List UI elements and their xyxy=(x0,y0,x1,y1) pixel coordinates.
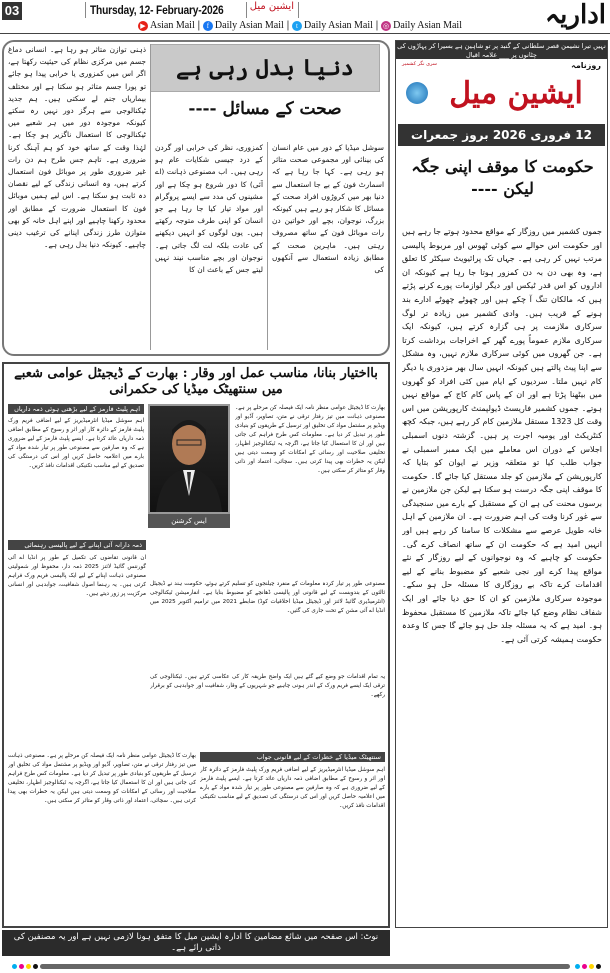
editorial-body: جموں کشمیر میں روزگار کے مواقع محدود ہوتے جا رہے ہیں اور حکومت اس حوالے سے کوئی ٹھوس اور مربوط پالیسی مرتب نہیں کر رہی ہے۔ جہاں تک پرائیویٹ سیکٹر کا تعلق ہے، وہ بھی دن بہ دن کمزور ہوتا جا رہا ہے کیونکہ ان اداروں کو اس قدر ٹیکس اور دیگر لوازمات پورے کرنے پڑتے ہیں کہ مالکان تنگ آ چکے ہیں اور چھوٹے چھوٹے ادارے بند ہونے کے قریب ہیں۔ وادی کشمیر میں زیادہ تر لوگ سرکاری ملازمت پر ہی گزارہ کرتے ہیں، کیونکہ ایک سرکاری ملازم عموماً پورے گھر کے اخراجات برداشت کرتا ہے۔ جن گھروں میں کوئی سرکاری ملازم نہیں، وہ مشکل سے اپنا پیٹ پالتے ہیں کیونکہ انہیں سال بھر مزدوری یا دیگر کام نہیں ملتا۔ سردیوں کے ایام میں کئی افراد کو گھروں میں بیٹھنا پڑتا ہے اور ان کے پاس کام کاج کے مواقع نہیں ہوتے۔ جموں کشمیر فاریسٹ ڈیولپمنٹ کارپوریشن میں اس وقت کل 1323 مستقل ملازمین کام کر رہے ہیں، جبکہ کچھ کنٹریکٹ اور یومیہ اجرت پر ہیں۔ گزشتہ دنوں اسمبلی اجلاس کے دوران اس معاملے میں ایک ممبر اسمبلی نے جواب طلب کیا تو متعلقہ وزیر نے ایوان کو بتایا کہ کارپوریشن کے ملازمین کو جلد مستقل کیا جائے گا۔ حکومت کا موقف اپنی جگہ درست ہو سکتا ہے لیکن جن ملازمین نے برسوں محنت کی ہے ان کے مستقبل کے بارے میں سنجیدگی سے غور کرنا وقت کی اہم ضرورت ہے۔ ان ملازمین کے اہل خانہ طویل عرصے سے مشکلات کا سامنا کر رہے ہیں اور انہیں امید ہے کہ حکومت ان کے ساتھ انصاف کرے گی۔ حکومت کو چاہیے کہ وہ نوجوانوں کے لیے روزگار کے نئے مواقع پیدا کرے اور نجی شعبے کو مضبوط بنانے کے لیے اقدامات کرے تاکہ بے روزگاری کا مسئلہ حل ہو سکے۔ موجودہ سرکاری ملازمین کو ان کا حق دیا جائے اور ایک شفاف نظام وضع کیا جائے تاکہ ملازمین کا مستقبل محفوظ ہو۔ امید ہے کہ یہ مسئلہ جلد حل ہو جائے گا جس کا وعدہ حکومت ہمیشہ کرتی آئی ہے۔ xyxy=(402,227,602,644)
column-subtitle: صحت کے مسائل ---- xyxy=(188,99,342,119)
iqbal-quote: نہیں تیرا نشیمن قصر سلطانی کے گنبد پر تو شاہین ہے بسیرا کر پہاڑوں کی چٹانوں پر ___ علامہ اقبال xyxy=(397,42,606,59)
youtube-icon: ▶ xyxy=(138,21,148,31)
disclaimer-note: نوٹ: اس صفحہ میں شائع مضامین کا ادارہ ایشین میل کا متفق ہونا لازمی نہیں ہے اور یہ مصنفین کی ذاتی رائے ہے۔ xyxy=(2,930,390,956)
photo-caption: ایس کرشنن xyxy=(148,514,230,528)
article-paragraph: یہ تمام اقدامات جو وضع کیے گئے ہیں ایک واضح طریقہ کار کی عکاسی کرتے ہیں۔ ٹیکنالوجی کی ترقی ایک ایسے فریم ورک کے اندر ہونی چاہیے جو شہریوں کے وقار، شفافیت اور جوابدہی کو برقرار رکھے۔ xyxy=(150,674,385,698)
divider xyxy=(298,2,299,18)
registration-bar xyxy=(40,964,570,969)
divider xyxy=(85,2,86,18)
social-twitter[interactable]: t Daily Asian Mail xyxy=(292,20,373,31)
masthead-title: ایشین میل xyxy=(449,76,583,111)
cmyk-dot xyxy=(26,964,31,969)
column-title: دنیا بدل رہی ہے xyxy=(150,44,380,92)
cmyk-dot xyxy=(582,964,587,969)
header-logo: ایشین میل xyxy=(249,1,294,12)
article-paragraph: اہم سوشل میڈیا انٹرمیڈیریز کے لیے اضافی فریم ورک پلیٹ فارمز کے دائرہ کار اور اثر و رسوخ کے مطابق اضافی ذمہ داریاں عائد کرتا ہے۔ ایسے پلیٹ فارمز کے لیے ضروری ہے کہ وہ صارفین سے مصنوعی طور پر تیار شدہ مواد کے بارے میں اعلامیہ حاصل کریں اور اس کی درستگی کی تصدیق کے لیے مناسب تکنیکی اقدامات نافذ کریں۔ xyxy=(200,767,385,809)
article-headline: بااختیار بنانا، مناسب عمل اور وقار : بھارت کے ڈیجیٹل عوامی شعبے میں سنتھیٹک میڈیا کی حکمرانی xyxy=(14,366,378,397)
divider xyxy=(150,44,151,350)
column-text-right: سوشل میڈیا کے دور میں عام انسان کی بینائی اور مجموعی صحت متاثر ہو رہی ہے۔ کہا جا رہا ہے کہ اسمارٹ فون کے بے جا استعمال سے دنیا بھر میں کروڑوں افراد صحت کے مسائل کا شکار ہو رہے ہیں کیونکہ بزرگ، نوجوان، بچے اور خواتین دن رات موبائل فون کے ساتھ مصروف رہتی ہیں۔ ماہرین صحت کے مطابق زیادہ استعمال سے آنکھوں کی xyxy=(272,143,384,275)
facebook-icon: f xyxy=(203,21,213,31)
article-paragraph: اہم سوشل میڈیا انٹرمیڈیریز کے لیے اضافی فریم ورک پلیٹ فارمز کے دائرہ کار اور اثر و رسوخ کے مطابق اضافی ذمہ داریاں عائد کرتا ہے۔ ایسے پلیٹ فارمز کے لیے ضروری ہے کہ وہ صارفین سے مصنوعی طور پر تیار شدہ مواد کے بارے میں اعلامیہ حاصل کریں اور اس کی درستگی کی تصدیق کے لیے مناسب تکنیکی اقدامات نافذ کریں۔ xyxy=(8,418,144,469)
editorial-headline: حکومت کا موقف اپنی جگہ لیکن ---- xyxy=(411,157,594,198)
cmyk-dot xyxy=(596,964,601,969)
masthead-logo xyxy=(396,60,607,122)
article-subhead: سنتھیٹک میڈیا کے خطرات کے لیے قانونی جواب xyxy=(200,752,385,762)
twitter-icon: t xyxy=(292,21,302,31)
section-title: اداریہ xyxy=(544,0,606,30)
cmyk-dot xyxy=(575,964,580,969)
editorial-date: 12 فروری 2026 بروز جمعرات xyxy=(398,124,605,146)
page-number: 03 xyxy=(2,2,22,20)
cmyk-dot xyxy=(33,964,38,969)
divider xyxy=(246,2,247,18)
social-facebook[interactable]: f Daily Asian Mail xyxy=(203,20,284,31)
author-photo xyxy=(148,404,230,514)
article-subhead: اہم پلیٹ فارمز کے لیے بڑھتی ہوئی ذمہ داریاں xyxy=(8,404,144,414)
globe-icon xyxy=(406,82,428,104)
column-text-left: ذہنی توازن متاثر ہو رہا ہے۔ انسانی دماغ جسم میں مرکزی نظام کی حیثیت رکھتا ہے، اگر اس میں کمزوری یا خرابی پیدا ہو جائے تو پورا جسم متاثر ہو سکتا ہے اور مختلف بیماریاں جنم لے سکتی ہیں۔ ہم جدید ٹیکنالوجی سے ہرگز دور نہیں رہ سکتے کیونکہ موجودہ دور میں ہر شعبے میں ٹیکنالوجی کا استعمال ناگزیر ہو چکا ہے۔ لہٰذا وقت کے ساتھ خود کو ہم آہنگ کرنا ضروری ہے۔ تاہم جس طرح ہم دن رات غیر ضروری طور پر موبائل فون استعمال کرتے ہیں، وہ انسانی زندگی کے لیے نقصان دہ ثابت ہو سکتا ہے۔ اس لیے ہمیں موبائل فون کا استعمال ضرورت کے مطابق اور محدود رکھنا چاہیے اور اپنے اہل خانہ کو بھی متوازن طرز زندگی اپنانے کی ترغیب دینی چاہیے۔ کیونکہ دنیا بدل رہی ہے۔ xyxy=(8,45,146,250)
issue-date: Thursday, 12- February-2026 xyxy=(90,3,224,17)
social-links: ▶ Asian Mail | f Daily Asian Mail | t Daily Asian Mail | ◎ Daily Asian Mail xyxy=(138,20,462,31)
cmyk-dot xyxy=(589,964,594,969)
instagram-icon: ◎ xyxy=(383,22,390,30)
cmyk-dot xyxy=(19,964,24,969)
article-paragraph: مصنوعی طور پر تیار کردہ معلومات کے منفرد چیلنجوں کو تسلیم کرتے ہوئے، حکومت ہند نے ڈیجیٹل ثالثوں کے بندوبست کے لیے قانونی اور پالیسی ڈھانچے کو مضبوط بنایا ہے۔ انفارمیشن ٹیکنالوجی (انٹرمیڈیری گائیڈ لائنز اور ڈیجیٹل میڈیا اخلاقیات کوڈ) ضابطے 2021 میں ترامیم اکتوبر 2025 میں انڈیا اے آئی مشن کے تحت جاری کی گئیں۔ xyxy=(150,581,385,614)
article-subhead: ذمہ دارانہ آئی اپنانے کے لیے پالیسی رہنمائی xyxy=(8,540,146,550)
masthead-small: روزنامہ xyxy=(571,61,601,70)
column-text-middle: کمزوری، نظر کی خرابی اور گردن کے درد جیسی شکایات عام ہو رہی ہیں۔ اب مصنوعی ذہانت (اے آئی) کا دور شروع ہو چکا ہے اور مشینوں کی مدد سے ایسے پروگرام اور مواد تیار کیا جا رہا ہے جو انسان کو اپنی طرف متوجہ رکھتے ہیں۔ یوں لوگوں کو انہیں دیکھنے کی عادت بلکہ لت لگ جاتی ہے۔ نوجوان اور بچے مناسب نیند نہیں لیتے جس کے باعث ان کا xyxy=(155,143,263,275)
article-paragraph: ان قانونی تقاضوں کی تکمیل کے طور پر انڈیا اے آئی گورننس گائیڈ لائنز 2025 ذمہ دار، محفوظ اور شمولیتی مصنوعی ذہانت اپنانے کے لیے ایک پالیسی فریم ورک فراہم کرتی ہیں۔ یہ رہنما اصول شفافیت، جوابدہی اور انسانی مرکزیت پر زور دیتے ہیں۔ xyxy=(8,555,146,597)
header-rule xyxy=(0,33,610,34)
masthead-tag: سری نگر کشمیر xyxy=(402,61,437,67)
social-youtube[interactable]: ▶ Asian Mail xyxy=(138,20,195,31)
article-paragraph: بھارت کا ڈیجیٹل عوامی منظر نامہ ایک فیصلہ کن مرحلے پر ہے۔ مصنوعی ذہانت میں تیز رفتار ترقی نے متن، تصاویر، آڈیو اور ویڈیو پر مشتمل مواد کی تخلیق اور ترسیل کے طریقوں کو بنیادی طور پر تبدیل کر دیا ہے۔ معلومات کس طرح فراہم کی جاتی ہیں اور ان کا استعمال کیا جاتا ہے، اگرچہ یہ ٹیکنالوجیز اظہار، تخلیقی صلاحیت اور رسائی کے امکانات کو وسعت دیتی ہیں لیکن یہ خطرات بھی پیدا کرتی ہیں۔ سچائی، اعتماد اور ذاتی وقار کو متاثر کر سکتی ہیں۔ xyxy=(8,753,196,804)
cmyk-dot xyxy=(12,964,17,969)
divider xyxy=(267,142,268,350)
social-instagram[interactable]: ◎ Daily Asian Mail xyxy=(383,20,462,31)
article-paragraph: بھارت کا ڈیجیٹل عوامی منظر نامہ ایک فیصلہ کن مرحلے پر ہے۔ مصنوعی ذہانت میں تیز رفتار ترقی نے متن، تصاویر، آڈیو اور ویڈیو پر مشتمل مواد کی تخلیق اور ترسیل کے طریقوں کو بنیادی طور پر تبدیل کر دیا ہے۔ معلومات کس طرح فراہم کی جاتی ہیں اور ان کا استعمال کیا جاتا ہے، اگرچہ یہ ٹیکنالوجیز اظہار، تخلیقی صلاحیت اور رسائی کے امکانات کو وسعت دیتی ہیں لیکن یہ خطرات بھی پیدا کرتی ہیں۔ سچائی، اعتماد اور ذاتی وقار کو متاثر کر سکتی ہیں۔ xyxy=(235,405,385,474)
